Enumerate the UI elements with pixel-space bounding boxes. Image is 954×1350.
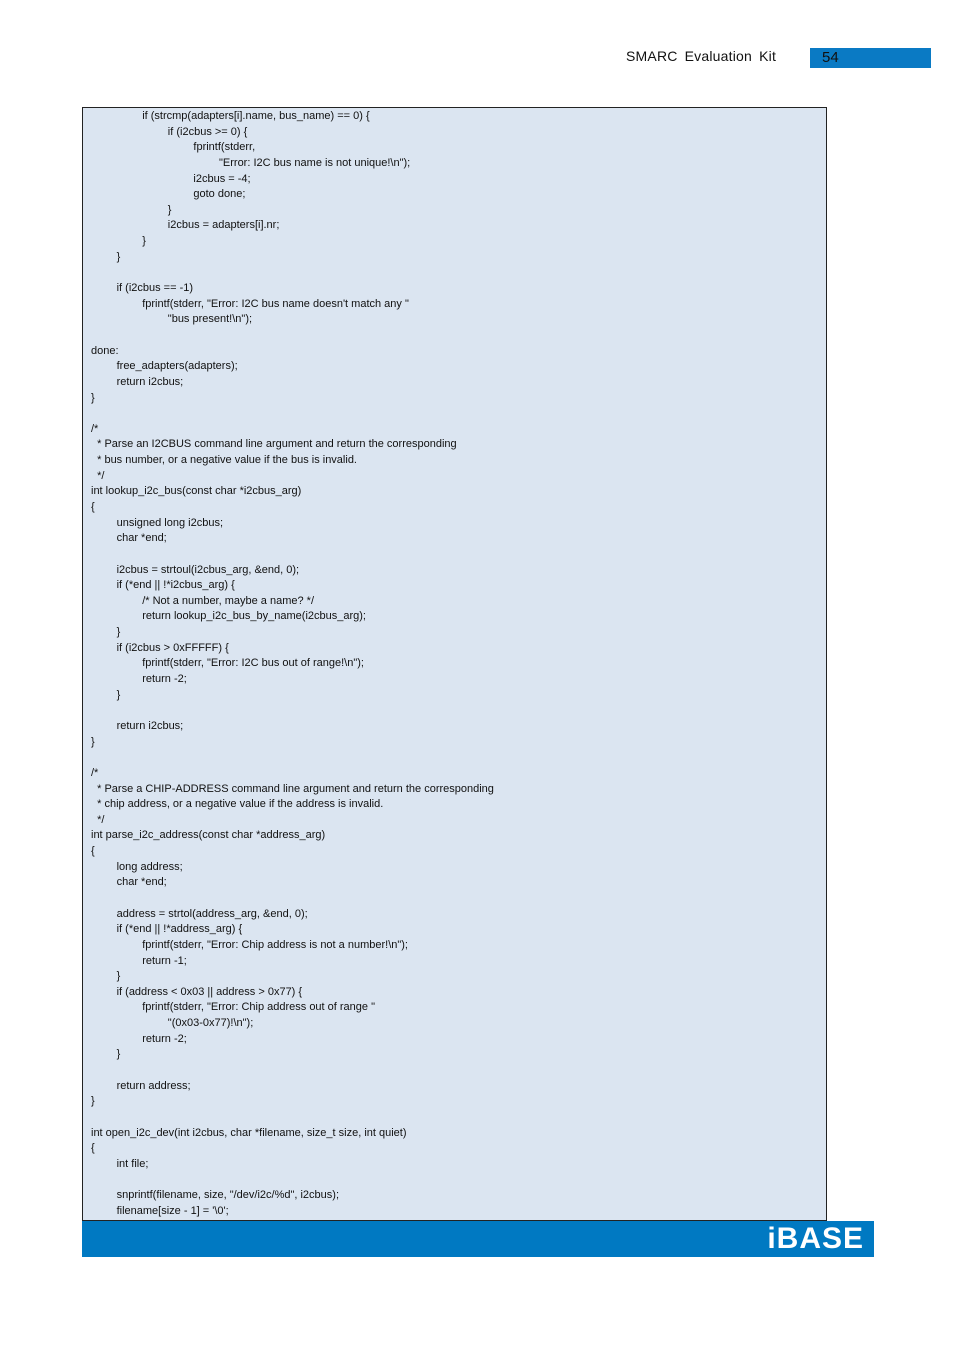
code-line: fprintf(stderr, "Error: I2C bus name doesn't match any " <box>142 297 409 310</box>
footer-bar <box>82 1221 874 1257</box>
code-line: return i2cbus; <box>116 719 184 732</box>
code-line: snprintf(filename, size, "/dev/i2c/%d", i2cbus); <box>116 1189 339 1202</box>
code-line: } <box>91 1095 95 1108</box>
code-line: "Error: I2C bus name is not unique!\n"); <box>219 156 411 169</box>
code-line: goto done; <box>193 188 246 201</box>
code-line: int parse_i2c_address(const char *address_arg) <box>91 829 326 842</box>
code-line: /* <box>91 422 99 435</box>
code-line: free_adapters(adapters); <box>116 360 238 373</box>
code-line: fprintf(stderr, <box>193 141 256 154</box>
code-line: } <box>116 1048 121 1061</box>
code-line: unsigned long i2cbus; <box>116 516 224 529</box>
code-line: if (*end || !*i2cbus_arg) { <box>116 579 235 592</box>
code-line: i2cbus = strtoul(i2cbus_arg, &end, 0); <box>116 563 300 576</box>
code-line: if (i2cbus >= 0) { <box>167 125 248 138</box>
code-line: return lookup_i2c_bus_by_name(i2cbus_arg); <box>142 610 366 623</box>
code-line: char *end; <box>116 532 167 545</box>
code-line: fprintf(stderr, "Error: I2C bus out of range!\n"); <box>142 657 364 670</box>
code-line: } <box>116 688 121 701</box>
ibase-logo: iBASE <box>767 1222 864 1255</box>
document-title: SMARC Evaluation Kit <box>626 48 777 64</box>
code-line: filename[size - 1] = '\0'; <box>116 1204 229 1217</box>
code-line: * Parse a CHIP-ADDRESS command line argument and return the corresponding <box>91 782 494 795</box>
code-line: "bus present!\n"); <box>167 313 253 326</box>
code-line: } <box>167 203 172 216</box>
code-line: fprintf(stderr, "Error: Chip address is not a number!\n"); <box>142 938 408 951</box>
code-line: */ <box>91 813 105 826</box>
code-line: return -1; <box>142 954 187 967</box>
code-line: { <box>91 845 95 858</box>
code-line: return address; <box>116 1079 191 1092</box>
code-line: if (strcmp(adapters[i].name, bus_name) == 0) { <box>142 110 370 122</box>
code-line: * chip address, or a negative value if the address is invalid. <box>91 798 384 811</box>
page-number-bar <box>810 48 931 68</box>
code-line: if (address < 0x03 || address > 0x77) { <box>116 985 303 998</box>
code-line: * bus number, or a negative value if the bus is invalid. <box>91 454 357 467</box>
code-line: } <box>116 250 121 263</box>
code-line: if (i2cbus > 0xFFFFF) { <box>116 641 229 654</box>
code-line: return i2cbus; <box>116 375 184 388</box>
code-line: * Parse an I2CBUS command line argument and return the corresponding <box>91 438 457 451</box>
code-line: int open_i2c_dev(int i2cbus, char *filename, size_t size, int quiet) <box>91 1126 407 1139</box>
code-line: char *end; <box>116 876 167 889</box>
code-line: { <box>91 501 95 513</box>
code-line: { <box>91 1142 95 1155</box>
code-line: } <box>142 235 146 248</box>
code-line: i2cbus = adapters[i].nr; <box>167 219 280 232</box>
code-line: "(0x03-0x77)!\n"); <box>167 1017 254 1030</box>
code-line: done: <box>91 344 119 357</box>
code-line: /* Not a number, maybe a name? */ <box>142 594 315 607</box>
code-listing <box>82 107 827 1221</box>
code-line: address = strtol(address_arg, &end, 0); <box>116 907 308 920</box>
code-line: return -2; <box>142 673 187 686</box>
code-line: int file; <box>116 1157 149 1170</box>
code-line: if (i2cbus == -1) <box>116 282 194 295</box>
code-line: i2cbus = -4; <box>193 172 251 185</box>
code-line: } <box>91 735 95 748</box>
code-line: int lookup_i2c_bus(const char *i2cbus_arg) <box>91 485 302 498</box>
code-line: } <box>116 626 121 639</box>
page-number: 54 <box>822 49 839 66</box>
code-line: } <box>116 970 121 983</box>
code-line: if (*end || !*address_arg) { <box>116 923 243 936</box>
code-line: } <box>91 391 95 404</box>
code-line: fprintf(stderr, "Error: Chip address out of range " <box>142 1001 375 1014</box>
code-line: */ <box>91 469 105 482</box>
code-line: return -2; <box>142 1032 187 1045</box>
code-line: /* <box>91 766 99 779</box>
code-line: long address; <box>116 860 183 873</box>
